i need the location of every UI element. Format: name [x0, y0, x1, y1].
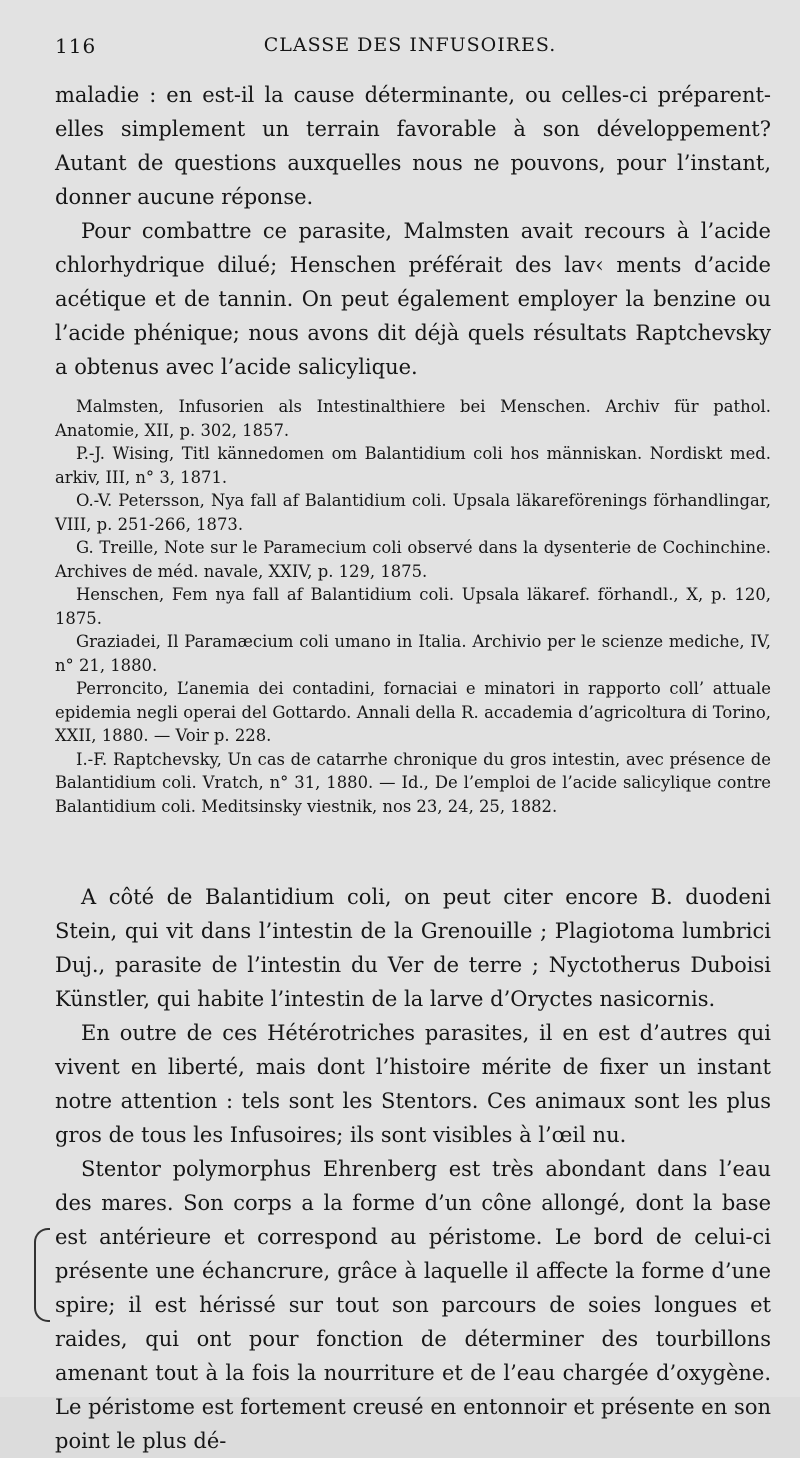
page-number: 116 [55, 34, 97, 58]
bibliography-entry: G. Treille, Note sur le Paramecium coli observé dans la dysenterie de Cochinchine. Archives de méd. navale, XXIV, p. 129, 1875. [55, 538, 771, 581]
bibliography-entry: Henschen, Fem nya fall af Balantidium coli. Upsala läkaref. förhandl., X, p. 120, 1875. [55, 585, 771, 628]
bibliography-entry: Malmsten, Infusorien als Intestinalthiere bei Menschen. Archiv für pathol. Anatomie, XII, p. 302, 1857. [55, 397, 771, 440]
margin-bracket-mark [34, 1228, 50, 1322]
bibliography-entry: I.-F. Raptchevsky, Un cas de catarrhe chronique du gros intestin, avec présence de Balantidium coli. Vratch, n° 31, 1880. — Id., De l’emploi de l’acide salicylique contre Balantidium coli. Meditsinsky viestnik, nos 23, 24, 25, 1882. [55, 749, 771, 816]
paragraph: maladie : en est-il la cause déterminante, ou celles-ci préparent-elles simplement un terrain favorable à son développement? Autant de questions auxquelles nous ne pouvons, pour l’instant, donner aucune réponse. [55, 83, 771, 209]
paragraph: A côté de Balantidium coli, on peut citer encore B. duodeni Stein, qui vit dans l’intestin de la Grenouille ; Plagiotoma lumbrici Duj., parasite de l’intestin du Ver de terre ; Nyctotherus Duboisi Künstler, qui habite l’intestin de la larve d’Oryctes nasicornis. [55, 885, 771, 1011]
bibliography-entry: P.-J. Wising, Titl kännedomen om Balantidium coli hos människan. Nordiskt med. arkiv, III, n° 3, 1871. [55, 444, 771, 487]
bibliography-entry: Perroncito, L’anemia dei contadini, fornaciai e minatori in rapporto coll’ attuale epidemia negli operai del Gottardo. Annali della R. accademia d’agricoltura di Torino, XXII, 1880. — Voir p. 228. [55, 679, 771, 745]
paragraph: Stentor polymorphus Ehrenberg est très abondant dans l’eau des mares. Son corps a la forme d’un cône allongé, dont la base est antérieure et correspond au péristome. Le bord de celui-ci présente une échancrure, grâce à laquelle il affecte la forme d’une spire; il est hérissé sur tout son parcours de soies longues et raides, qui ont pour fonction de déterminer des tourbillons amenant tout à la fois la nourriture et de l’eau chargée d’oxygène. Le péristome est fortement creusé en entonnoir et présente en son point le plus dé- [55, 1157, 771, 1453]
body-text-bottom [55, 880, 771, 1458]
running-head [55, 34, 765, 64]
bibliography-entry: O.-V. Petersson, Nya fall af Balantidium coli. Upsala läkareförenings förhandlingar, VIII, p. 251-266, 1873. [55, 491, 771, 534]
running-title: CLASSE DES INFUSOIRES. [263, 34, 557, 56]
paragraph: En outre de ces Hétérotriches parasites, il en est d’autres qui vivent en liberté, mais dont l’histoire mérite de fixer un instant notre attention : tels sont les Stentors. Ces animaux sont les plus gros de tous les Infusoires; ils sont visibles à l’œil nu. [55, 1021, 771, 1147]
body-text-top [55, 78, 771, 384]
bibliography [55, 395, 771, 818]
paragraph: Pour combattre ce parasite, Malmsten avait recours à l’acide chlorhydrique dilué; Henschen préférait des lav‹ ments d’acide acétique et de tannin. On peut également employer la benzine ou l’acide phénique; nous avons dit déjà quels résultats Raptchevsky a obtenus avec l’acide salicylique. [55, 219, 771, 379]
bibliography-entry: Graziadei, Il Paramæcium coli umano in Italia. Archivio per le scienze mediche, IV, n° 21, 1880. [55, 632, 771, 675]
